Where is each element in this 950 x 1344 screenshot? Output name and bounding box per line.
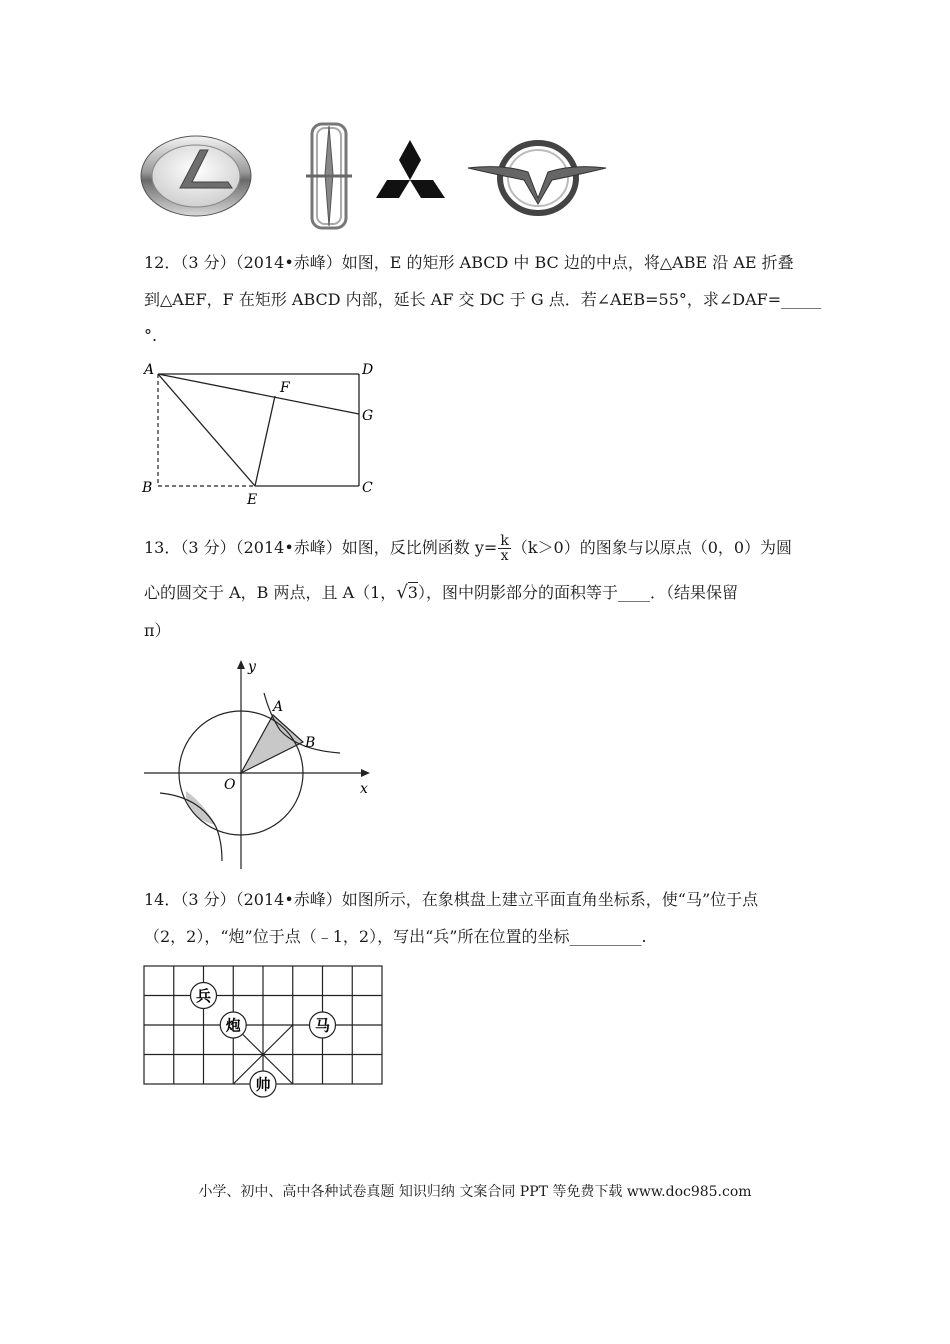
piece-ma-label: 马: [314, 1016, 331, 1035]
piece-shuai-label: 帅: [255, 1075, 271, 1094]
q12-text-line2: [144, 290, 821, 310]
q12-point-G: G: [362, 408, 374, 424]
q13-point-A: A: [273, 699, 284, 715]
q12-rectangle-figure: [138, 358, 388, 508]
q13-text-line3: π）: [144, 621, 171, 640]
q13-axis-y-label: y: [248, 659, 256, 675]
q12-text-line3: °.: [144, 326, 158, 345]
lexus-logo: [141, 136, 251, 216]
q13-point-B: B: [305, 735, 316, 751]
q13-answer-blank: ____: [618, 583, 650, 602]
q14-answer-blank: _________: [569, 927, 642, 946]
piece-ma: [310, 1012, 336, 1038]
q13-line1-start: 13．（3 分）（2014•赤峰）如图，反比例函数 y=: [144, 538, 498, 557]
piece-bing-label: 兵: [195, 987, 212, 1005]
q14-text-line1: 14．（3 分）（2014•赤峰）如图所示，在象棋盘上建立平面直角坐标系，使“马”位于点: [144, 890, 759, 909]
q12-point-A: A: [144, 362, 155, 378]
piece-shuai: [250, 1071, 276, 1097]
page-footer: 小学、初中、高中各种试卷真题 知识归纳 文案合同 PPT 等免费下载 www.doc985.com: [198, 1184, 752, 1200]
q12-text-line1: 12．（3 分）（2014•赤峰）如图，E 的矩形 ABCD 中 BC 边的中点，将△ABE 沿 AE 折叠: [144, 253, 794, 272]
q12-line2-text: 到△AEF，F 在矩形 ABCD 内部，延长 AF 交 DC 于 G 点．若∠AEB=55°，求∠DAF=: [144, 290, 782, 309]
mitsubishi-logo: [376, 140, 445, 198]
q12-point-E: E: [247, 492, 258, 508]
piece-pao-label: 炮: [225, 1016, 241, 1035]
q14-text-line2: [144, 927, 647, 947]
q13-line2-end: ．（结果保留: [650, 583, 739, 602]
q13-axis-x-label: x: [360, 781, 368, 797]
piece-pao: [220, 1012, 246, 1038]
car-logos-row: [140, 120, 610, 232]
sqrt-icon: √: [396, 582, 408, 603]
q13-frac-numerator: k: [500, 533, 509, 549]
q13-sqrt-value: 3: [407, 583, 418, 602]
q14-line2-end: .: [641, 927, 647, 946]
piece-bing: [191, 983, 217, 1009]
q13-line1-end: （k＞0）的图象与以原点（0，0）为圆: [511, 538, 793, 557]
q13-fraction-k-over-x: [498, 534, 510, 563]
q13-line2-start: 心的圆交于 A，B 两点，且 A（1，: [144, 583, 397, 602]
q14-line2-text: （2，2），“炮”位于点（﹣1，2），写出“兵”所在位置的坐标: [144, 927, 570, 946]
q13-line2-mid: ），图中阴影部分的面积等于: [417, 583, 618, 602]
q12-point-F: F: [280, 380, 290, 396]
q12-point-D: D: [362, 362, 374, 378]
q13-circle-hyperbola-figure: [140, 655, 380, 875]
q13-frac-denominator: x: [500, 548, 509, 564]
q12-point-B: B: [142, 480, 153, 496]
q13-text-line1: [144, 534, 792, 563]
haima-logo: [468, 143, 606, 213]
q14-chessboard-figure: [140, 962, 390, 1102]
q12-point-C: C: [362, 480, 373, 496]
q13-origin-label: O: [224, 777, 236, 793]
q13-text-line2: [144, 583, 738, 603]
lincoln-logo: [306, 124, 352, 228]
q12-answer-blank: _____: [781, 290, 822, 309]
